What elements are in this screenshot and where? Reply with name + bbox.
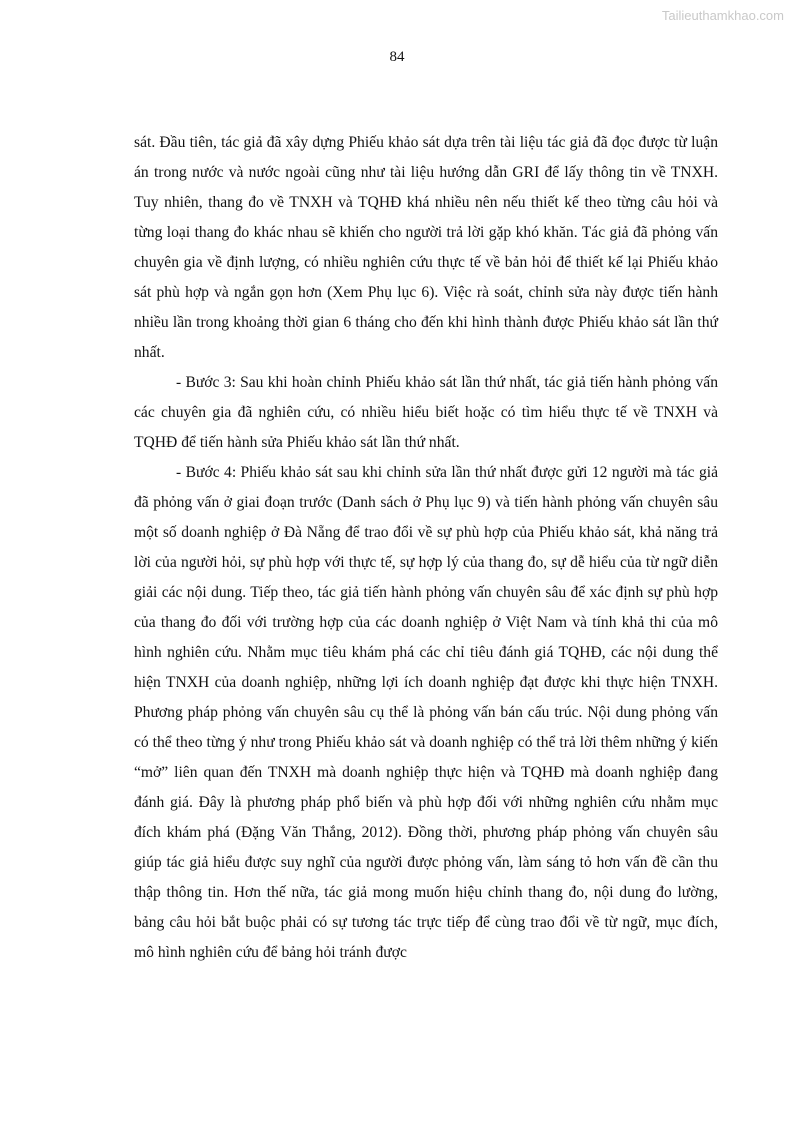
paragraph-step-4: - Bước 4: Phiếu khảo sát sau khi chỉnh sửa lần thứ nhất được gửi 12 người mà tác giả đã phỏng vấn ở giai đoạn trước (Danh sách ở Phụ lục 9) và tiến hành phỏng vấn chuyên sâu một số doanh nghiệp ở Đà Nẵng để trao đổi về sự phù hợp của Phiếu khảo sát, khả năng trả lời của người hỏi, sự phù hợp với thực tế, sự hợp lý của thang đo, sự dễ hiểu của từ ngữ diễn giải các nội dung. Tiếp theo, tác giả tiến hành phỏng vấn chuyên sâu để xác định sự phù hợp của thang đo đối với trường hợp của các doanh nghiệp ở Việt Nam và tính khả thi của mô hình nghiên cứu. Nhằm mục tiêu khám phá các chỉ tiêu đánh giá TQHĐ, các nội dung thể hiện TNXH của doanh nghiệp, những lợi ích doanh nghiệp đạt được khi thực hiện TNXH. Phương pháp phỏng vấn chuyên sâu cụ thể là phỏng vấn bán cấu trúc. Nội dung phỏng vấn có thể theo từng ý như trong Phiếu khảo sát và doanh nghiệp có thể trả lời thêm những ý kiến “mở” liên quan đến TNXH mà doanh nghiệp thực hiện và TQHĐ mà doanh nghiệp đang đánh giá. Đây là phương pháp phổ biến và phù hợp đối với những nghiên cứu nhằm mục đích khám phá (Đặng Văn Thắng, 2012). Đồng thời, phương pháp phỏng vấn chuyên sâu giúp tác giả hiểu được suy nghĩ của người được phỏng vấn, làm sáng tỏ hơn vấn đề cần thu thập thông tin. Hơn thế nữa, tác giả mong muốn hiệu chỉnh thang đo, nội dung đo lường, bảng câu hỏi bắt buộc phải có sự tương tác trực tiếp để cùng trao đổi về từ ngữ, mục đích, mô hình nghiên cứu để bảng hỏi tránh được — [134, 464, 718, 961]
paragraph-continuation: sát. Đầu tiên, tác giả đã xây dựng Phiếu khảo sát dựa trên tài liệu tác giả đã đọc được từ luận án trong nước và nước ngoài cũng như tài liệu hướng dẫn GRI để lấy thông tin về TNXH. Tuy nhiên, thang đo về TNXH và TQHĐ khá nhiều nên nếu thiết kế theo từng câu hỏi và từng loại thang đo khác nhau sẽ khiến cho người trả lời gặp khó khăn. Tác giả đã phỏng vấn chuyên gia về định lượng, có nhiều nghiên cứu thực tế về bản hỏi để thiết kế lại Phiếu khảo sát phù hợp và ngắn gọn hơn (Xem Phụ lục 6). Việc rà soát, chỉnh sửa này được tiến hành nhiều lần trong khoảng thời gian 6 tháng cho đến khi hình thành được Phiếu khảo sát lần thứ nhất. — [134, 134, 718, 361]
paragraph-step-3: - Bước 3: Sau khi hoàn chỉnh Phiếu khảo sát lần thứ nhất, tác giả tiến hành phỏng vấn các chuyên gia đã nghiên cứu, có nhiều hiểu biết hoặc có tìm hiểu thực tế về TNXH và TQHĐ để tiến hành sửa Phiếu khảo sát lần thứ nhất. — [134, 374, 718, 451]
watermark: Tailieuthamkhao.com — [661, 8, 784, 23]
page-number: 84 — [389, 49, 405, 65]
document-body — [134, 128, 718, 968]
